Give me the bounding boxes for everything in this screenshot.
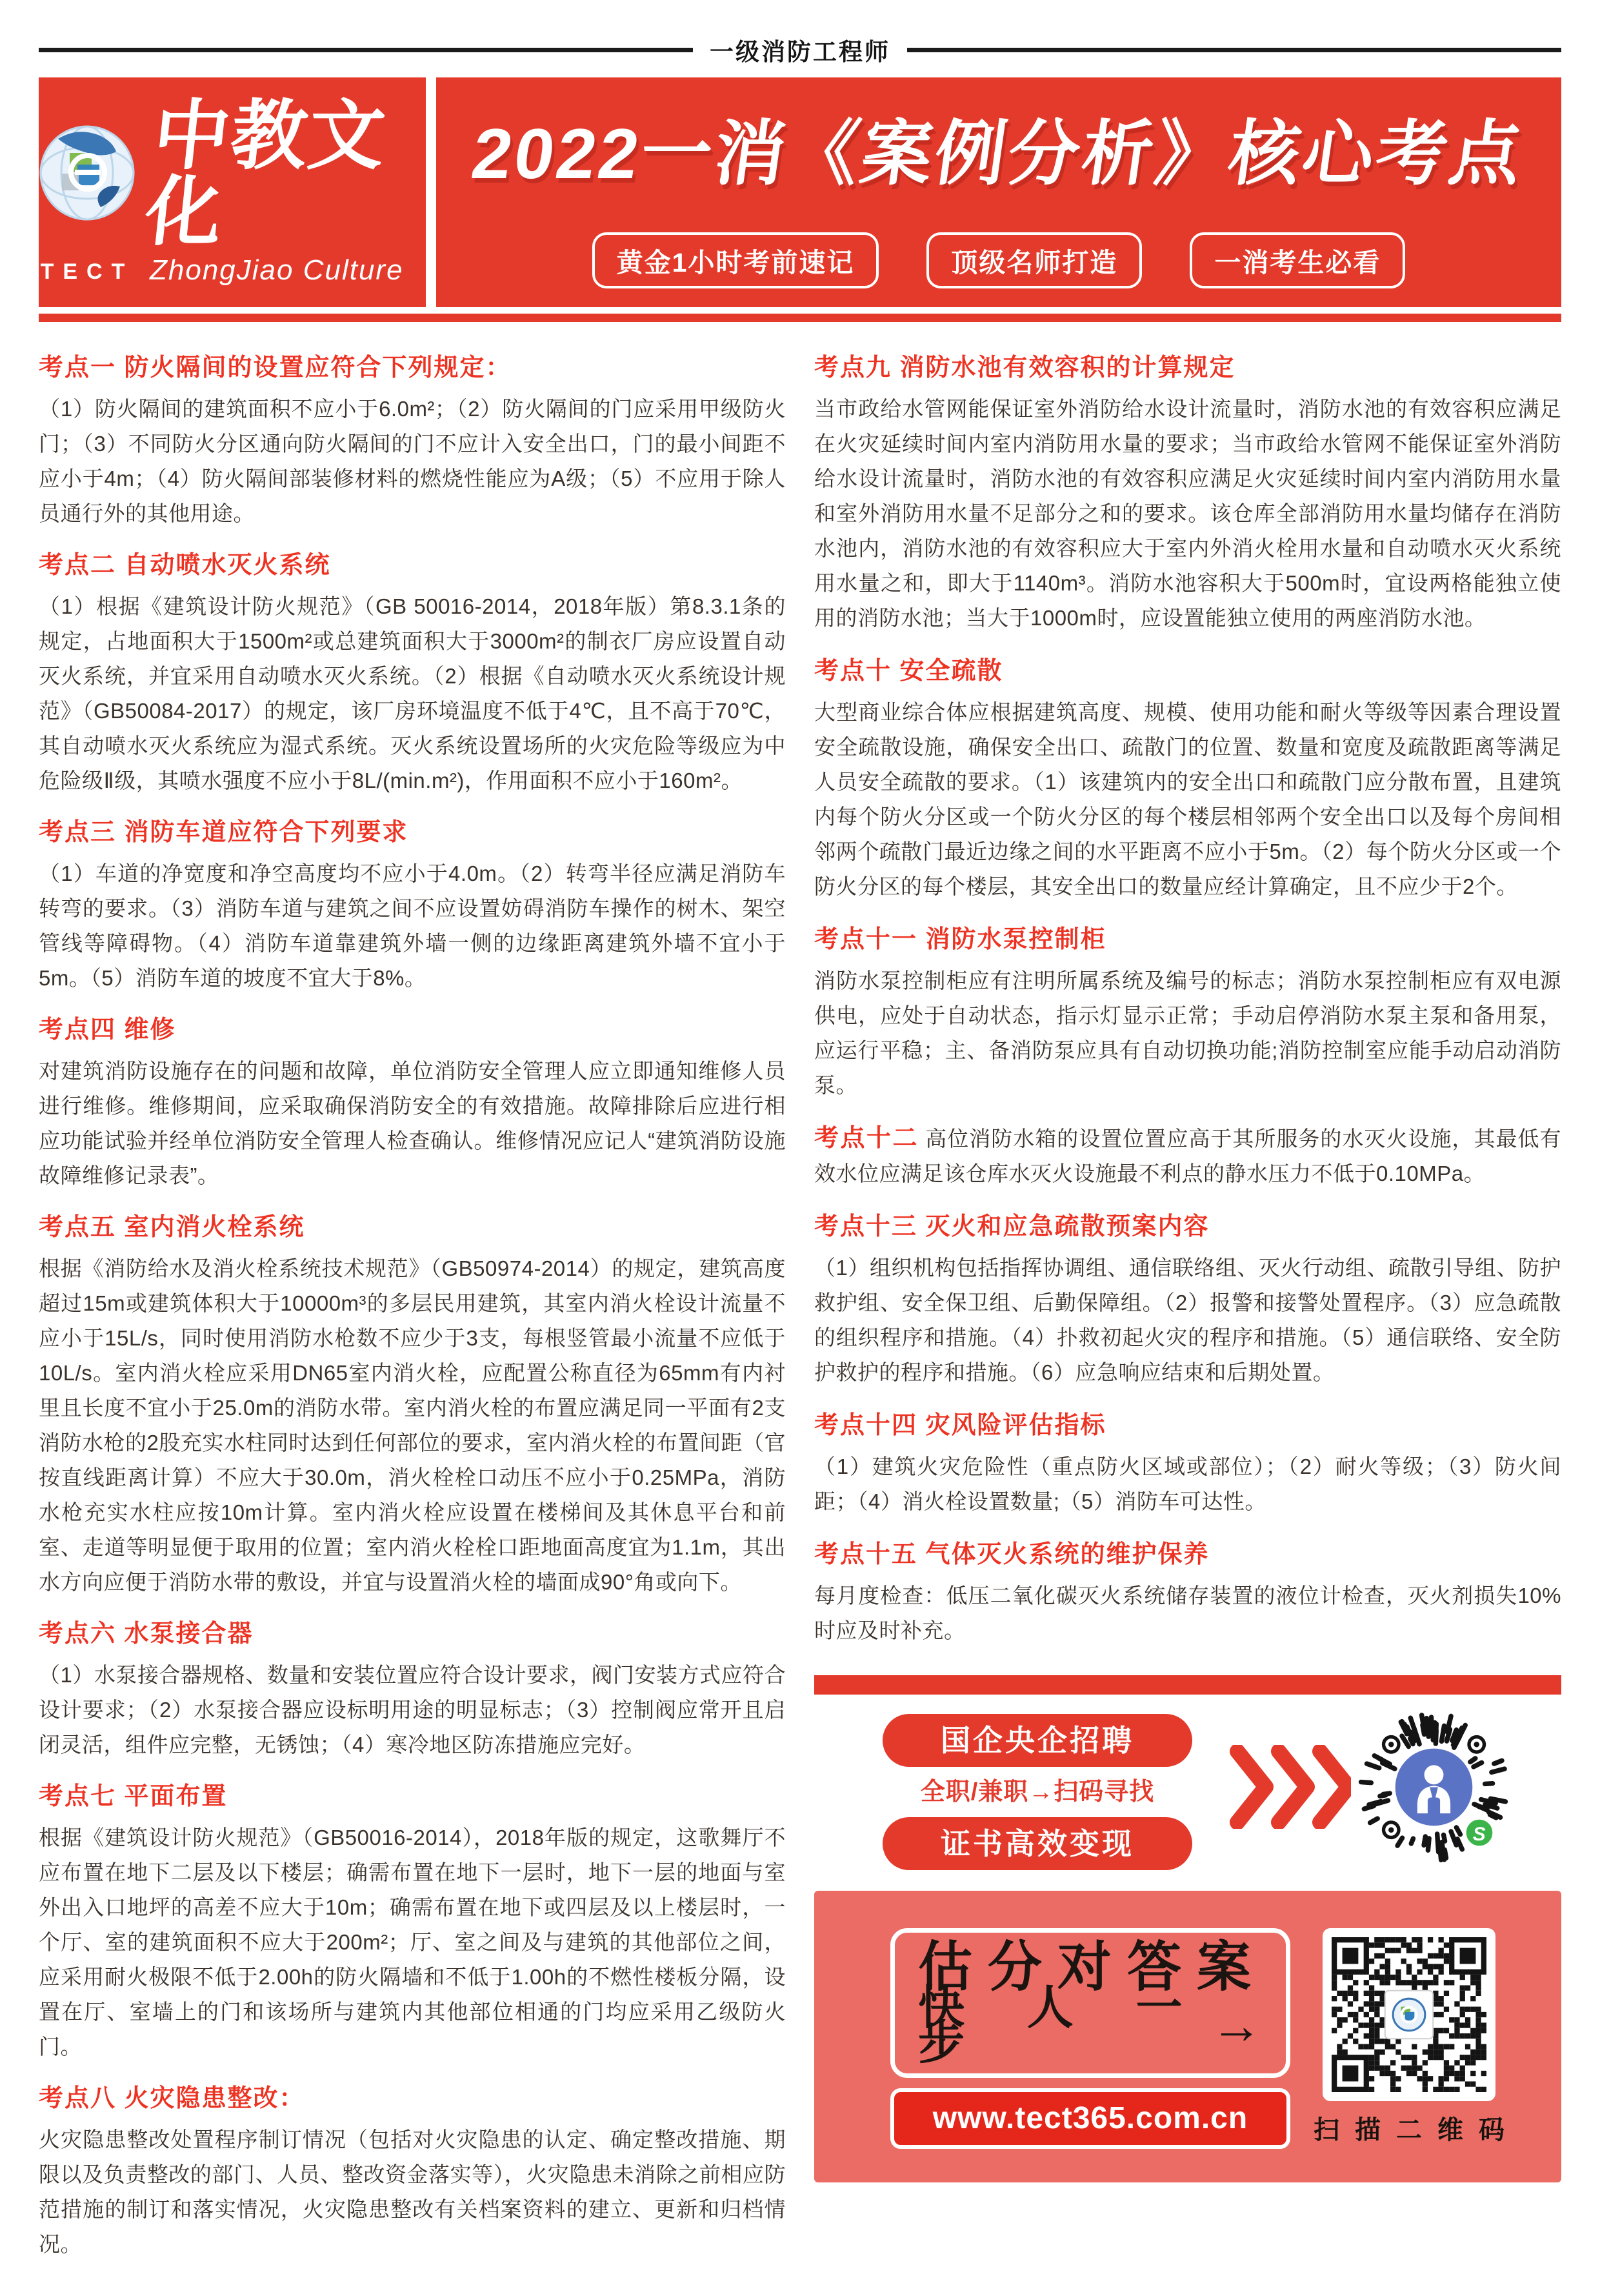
exam-category-label: 一级消防工程师	[693, 32, 907, 67]
topic-section	[814, 1408, 1561, 1519]
topic-heading: 考点十四 灾风险评估指标	[814, 1408, 1561, 1443]
recruit-pill: 国企央企招聘	[883, 1714, 1192, 1767]
topic-heading: 考点二 自动喷水灭火系统	[39, 548, 786, 583]
topic-section	[39, 1616, 786, 1762]
banner-underline	[39, 314, 1561, 322]
certificate-pill: 证书高效变现	[883, 1817, 1192, 1870]
miniprogram-qr-icon	[1358, 1711, 1510, 1873]
recruit-promo	[814, 1711, 1561, 1873]
brand-banner	[39, 77, 1561, 307]
topic-section	[39, 1210, 786, 1600]
topic-heading: 考点六 水泵接合器	[39, 1616, 786, 1651]
topic-section	[814, 350, 1561, 636]
topic-heading: 考点五 室内消火栓系统	[39, 1210, 786, 1245]
banner-badge: 黄金1小时考前速记	[592, 232, 879, 288]
topic-section	[39, 815, 786, 996]
topic-heading: 考点十一 消防水泵控制柜	[814, 922, 1561, 957]
logo-en-text: ZhongJiao Culture	[150, 254, 426, 287]
topic-body: （1）防火隔间的建筑面积不应小于6.0m²；（2）防火隔间的门应采用甲级防火门；（3）不同防火分区通向防火隔间的门不应计入安全出口，门的最小间距不应小于4m；（4）防火隔间部装修材料的燃烧性能应为A级；（5）不应用于除人员通行外的其他用途。	[39, 392, 786, 531]
topic-heading: 考点十五 气体灭火系统的维护保养	[814, 1537, 1561, 1572]
content-columns	[39, 350, 1561, 2267]
logo-tect-text: TECT	[39, 259, 135, 285]
score-box	[890, 1928, 1290, 2078]
topic-body: 每月度检查：低压二氧化碳灭火系统储存装置的液位计检查，灭火剂损失10%时应及时补充。	[814, 1578, 1561, 1648]
topic-body: 大型商业综合体应根据建筑高度、规模、使用功能和耐火等级等因素合理设置安全疏散设施，确保安全出口、疏散门的位置、数量和宽度及疏散距离等满足人员安全疏散的要求。（1）该建筑内的安全出口和疏散门应分散布置，且建筑内每个防火分区或一个防火分区的每个楼层相邻两个安全出口以及每个房间相邻两个疏散门最近边缘之间的水平距离不应小于5m。（2）每个防火分区或一个防火分区的每个楼层，其安全出口的数量应经计算确定，且不应少于2个。	[814, 695, 1561, 904]
logo-cn-text: 中教文化	[142, 98, 434, 250]
top-header	[39, 32, 1561, 67]
topic-body: 火灾隐患整改处置程序制订情况（包括对火灾隐患的认定、确定整改措施、期限以及负责整改的部门、人员、整改资金落实等），火灾隐患未消除之前相应防范措施的制订和落实情况，火灾隐患整改有关档案资料的建立、更新和归档情况。	[39, 2122, 786, 2262]
banner-badge: 顶级名师打造	[926, 232, 1142, 288]
badge-row	[592, 232, 1406, 288]
topic-body: （1）根据《建筑设计防火规范》（GB 50016-2014，2018年版）第8.3.1条的规定，占地面积大于1500m²或总建筑面积大于3000m²的制衣厂房应设置自动灭火系统，并宜采用自动喷水灭火系统。（2）根据《自动喷水灭火系统设计规范》（GB50084-2017）的规定，该厂房环境温度不低于4℃，且不高于70℃，其自动喷水灭火系统应为湿式系统。灭火系统设置场所的火灾危险等级应为中危险级Ⅱ级，其喷水强度不应小于8L/(min.m²)，作用面积不应小于160m²。	[39, 589, 786, 798]
topic-section	[814, 1121, 1561, 1191]
left-column	[39, 350, 786, 2267]
logo-block	[39, 77, 426, 307]
topic-section	[814, 654, 1561, 904]
recruit-subtitle: 全职/兼职→扫码寻找	[921, 1775, 1155, 1809]
arrow-right-icon: →	[1211, 2008, 1263, 2043]
topic-section	[39, 548, 786, 798]
banner-main	[436, 77, 1561, 307]
topic-section	[39, 1779, 786, 2064]
header-rule-right	[907, 48, 1561, 52]
topic-body: 当市政给水管网能保证室外消防给水设计流量时，消防水池的有效容积应满足在火灾延续时间内室内消防用水量的要求；当市政给水管网不能保证室外消防给水设计流量时，消防水池的有效容积应满足火灾延续时间内室内消防用水量和室外消防用水量不足部分之和的要求。该仓库全部消防用水量均储存在消防水池内，消防水池的有效容积应大于室内外消火栓用水量和自动喷水灭火系统用水量之和，即大于1140m³。消防水池容积大于500m时，宜设两格能独立使用的消防水池；当大于1000m时，应设置能独立使用的两座消防水池。	[814, 392, 1561, 636]
topic-body: （1）组织机构包括指挥协调组、通信联络组、灭火行动组、疏散引导组、防护救护组、安全保卫组、后勤保障组。（2）报警和接警处置程序。（3）应急疏散的组织程序和措施。（4）扑救初起火灾的程序和措施。（5）通信联络、安全防护救护的程序和措施。（6）应急响应结束和后期处置。	[814, 1251, 1561, 1390]
study-sheet-page	[0, 32, 1600, 2267]
banner-badge: 一消考生必看	[1190, 232, 1405, 288]
website-url: www.tect365.com.cn	[890, 2088, 1290, 2149]
page-title: 2022一消《案例分析》核心考点	[466, 97, 1532, 199]
topic-section	[814, 1209, 1561, 1390]
topic-heading: 考点一 防火隔间的设置应符合下列规定：	[39, 350, 786, 385]
topic-heading: 考点八 火灾隐患整改：	[39, 2081, 786, 2116]
globe-logo-icon	[39, 125, 135, 225]
topic-heading: 考点九 消防水池有效容积的计算规定	[814, 350, 1561, 385]
score-promo	[814, 1891, 1561, 2182]
topic-section	[39, 350, 786, 531]
topic-heading: 考点三 消防车道应符合下列要求	[39, 815, 786, 850]
topic-heading: 考点七 平面布置	[39, 1779, 786, 1814]
topic-section	[39, 2081, 786, 2262]
topic-body: （1）建筑火灾危险性（重点防火区域或部位）；（2）耐火等级；（3）防火间距；（4）消火栓设置数量;（5）消防车可达性。	[814, 1449, 1561, 1519]
topic-section	[814, 1537, 1561, 1648]
topic-body: （1）水泵接合器规格、数量和安装位置应符合设计要求，阀门安装方式应符合设计要求；（2）水泵接合器应设标明用途的明显标志；（3）控制阀应常开且启闭灵活，组件应完整，无锈蚀；（4）寒冷地区防冻措施应完好。	[39, 1658, 786, 1762]
topic-heading: 考点十二	[814, 1125, 919, 1152]
promo-divider	[814, 1675, 1561, 1695]
topic-body: （1）车道的净宽度和净空高度均不应小于4.0m。（2）转弯半径应满足消防车转弯的要求。（3）消防车道与建筑之间不应设置妨碍消防车操作的树木、架空管线等障碍物。（4）消防车道靠建筑外墙一侧的边缘距离建筑外墙不宜小于5m。（5）消防车道的坡度不宜大于8%。	[39, 856, 786, 996]
qr-caption: 扫描二维码	[1298, 2113, 1520, 2148]
topic-body: 消防水泵控制柜应有注明所属系统及编号的标志；消防水泵控制柜应有双电源供电，应处于自动状态，指示灯显示正常；手动启停消防水泵主泵和备用泵，应运行平稳；主、备消防泵应具有自动切换功能;消防控制室应能手动启动消防泵。	[814, 963, 1561, 1103]
right-column	[814, 350, 1561, 2267]
qr-code-icon	[1323, 1928, 1495, 2101]
topic-heading: 考点十三 灭火和应急疏散预案内容	[814, 1209, 1561, 1244]
chevron-right-icon	[1228, 1745, 1351, 1839]
svg-text:S: S	[1473, 1823, 1486, 1844]
topic-section	[39, 1012, 786, 1193]
topic-heading: 考点十 安全疏散	[814, 654, 1561, 689]
score-title: 估分对答案	[918, 1949, 1263, 1984]
topic-section	[814, 922, 1561, 1103]
topic-body: 根据《建筑设计防火规范》（GB50016-2014），2018年版的规定，这歌舞厅不应布置在地下二层及以下楼层；确需布置在地下一层时，地下一层的地面与室外出入口地坪的高差不应大于10m；确需布置在地下或四层及以上楼层时，一个厅、室的建筑面积不应大于200m²；厅、室之间及与建筑的其他部位之间，应采用耐火极限不低于2.00h的防火隔墙和不低于1.00h的不燃性楼板分隔，设置在厅、室墙上的门和该场所与建筑内其他部位相通的门均应采用乙级防火门。	[39, 1820, 786, 2064]
topic-heading: 考点四 维修	[39, 1012, 786, 1047]
topic-body: 对建筑消防设施存在的问题和故障，单位消防安全管理人应立即通知维修人员进行维修。维修期间，应采取确保消防安全的有效措施。故障排除后应进行相应功能试验并经单位消防安全管理人检查确认。维修情况应记人“建筑消防设施故障维修记录表”。	[39, 1054, 786, 1193]
topic-body: 根据《消防给水及消火栓系统技术规范》（GB50974-2014）的规定，建筑高度超过15m或建筑体积大于10000m³的多层民用建筑，其室内消火栓设计流量不应小于15L/s，同时使用消防水枪数不应少于3支，每根竖管最小流量不应低于10L/s。室内消火栓应采用DN65室内消火栓，应配置公称直径为65mm有内衬里且长度不宜小于25.0m的消防水带。室内消火栓的布置应满足同一平面有2支消防水枪的2股充实水柱同时达到任何部位的要求，室内消火栓的布置间距（官按直线距离计算）不应大于30.0m，消火栓栓口动压不应小于0.25MPa，消防水枪充实水柱应按10m计算。室内消火栓应设置在楼梯间及其休息平台和前室、走道等明显便于取用的位置；室内消火栓栓口距地面高度宜为1.1m，其出水方向应便于消防水带的敷设，并宜与设置消火栓的墙面成90°角或向下。	[39, 1251, 786, 1600]
header-rule-left	[39, 48, 693, 52]
topic-body: 考点十二 高位消防水箱的设置位置应高于其所服务的水灭火设施，其最低有效水位应满足该仓库水灭火设施最不利点的静水压力不低于0.10MPa。	[814, 1121, 1561, 1191]
score-subtitle: 快人一步	[918, 1991, 1211, 2060]
